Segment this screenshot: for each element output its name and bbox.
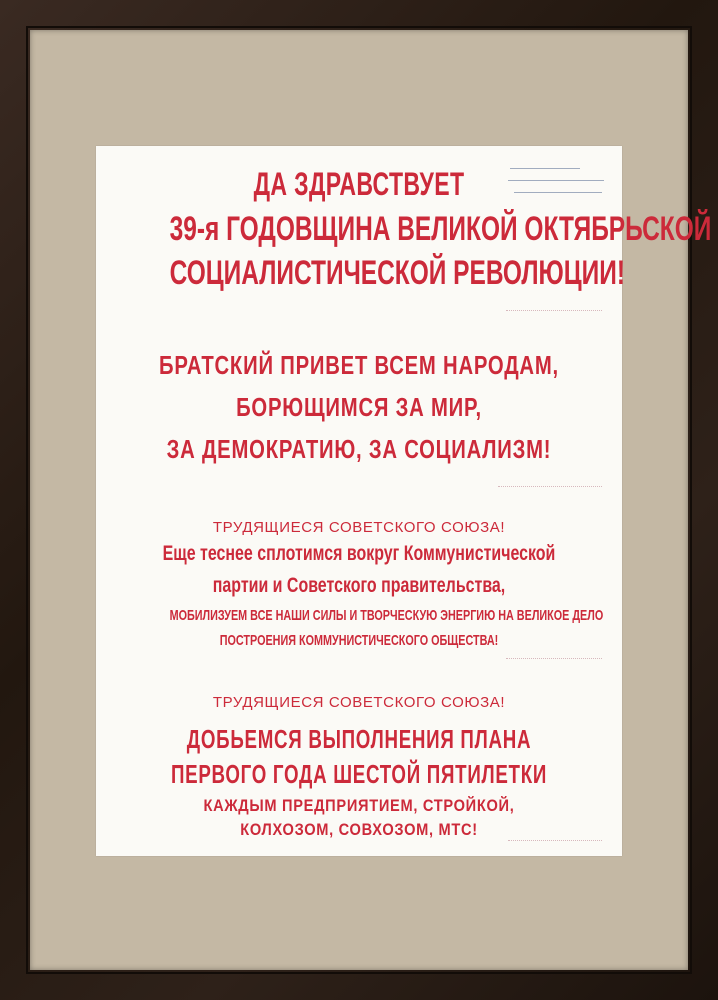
section3-line-2: партии и Советского правительства, — [212, 574, 506, 597]
separator — [506, 310, 602, 312]
section4-label: ТРУДЯЩИЕСЯ СОВЕТСКОГО СОЮЗА! — [212, 694, 506, 711]
section3-line-4: ПОСТРОЕНИЯ КОММУНИСТИЧЕСКОГО ОБЩЕСТВА! — [219, 632, 499, 649]
greeting-line-1: БРАТСКИЙ ПРИВЕТ ВСЕМ НАРОДАМ, — [159, 350, 559, 380]
section3-line-3: МОБИЛИЗУЕМ ВСЕ НАШИ СИЛЫ И ТВОРЧЕСКУЮ ЭНЕРГИЮ НА ВЕЛИКОЕ ДЕЛО — [169, 607, 604, 624]
section4-line-4: КОЛХОЗОМ, СОВХОЗОМ, МТС! — [240, 820, 478, 839]
section3-label: ТРУДЯЩИЕСЯ СОВЕТСКОГО СОЮЗА! — [212, 519, 506, 536]
separator — [506, 658, 602, 660]
greeting-line-2: БОРЮЩИМСЯ ЗА МИР, — [236, 392, 482, 422]
section4-line-2: ПЕРВОГО ГОДА ШЕСТОЙ ПЯТИЛЕТКИ — [170, 759, 548, 789]
section3-line-1: Еще теснее сплотимся вокруг Коммунистической — [162, 542, 556, 565]
headline-line-2: 39-я ГОДОВЩИНА ВЕЛИКОЙ ОКТЯБРЬСКОЙ — [169, 210, 712, 248]
poster-sheet — [96, 146, 712, 856]
separator — [508, 840, 602, 842]
separator — [498, 486, 602, 488]
headline-line-3: СОЦИАЛИСТИЧЕСКОЙ РЕВОЛЮЦИИ! — [169, 254, 625, 292]
section4-line-1: ДОБЬЕМСЯ ВЫПОЛНЕНИЯ ПЛАНА — [186, 724, 532, 754]
section4-line-3: КАЖДЫМ ПРЕДПРИЯТИЕМ, СТРОЙКОЙ, — [203, 796, 515, 815]
greeting-line-3: ЗА ДЕМОКРАТИЮ, ЗА СОЦИАЛИЗМ! — [166, 434, 552, 464]
headline-line-1: ДА ЗДРАВСТВУЕТ — [253, 166, 465, 202]
